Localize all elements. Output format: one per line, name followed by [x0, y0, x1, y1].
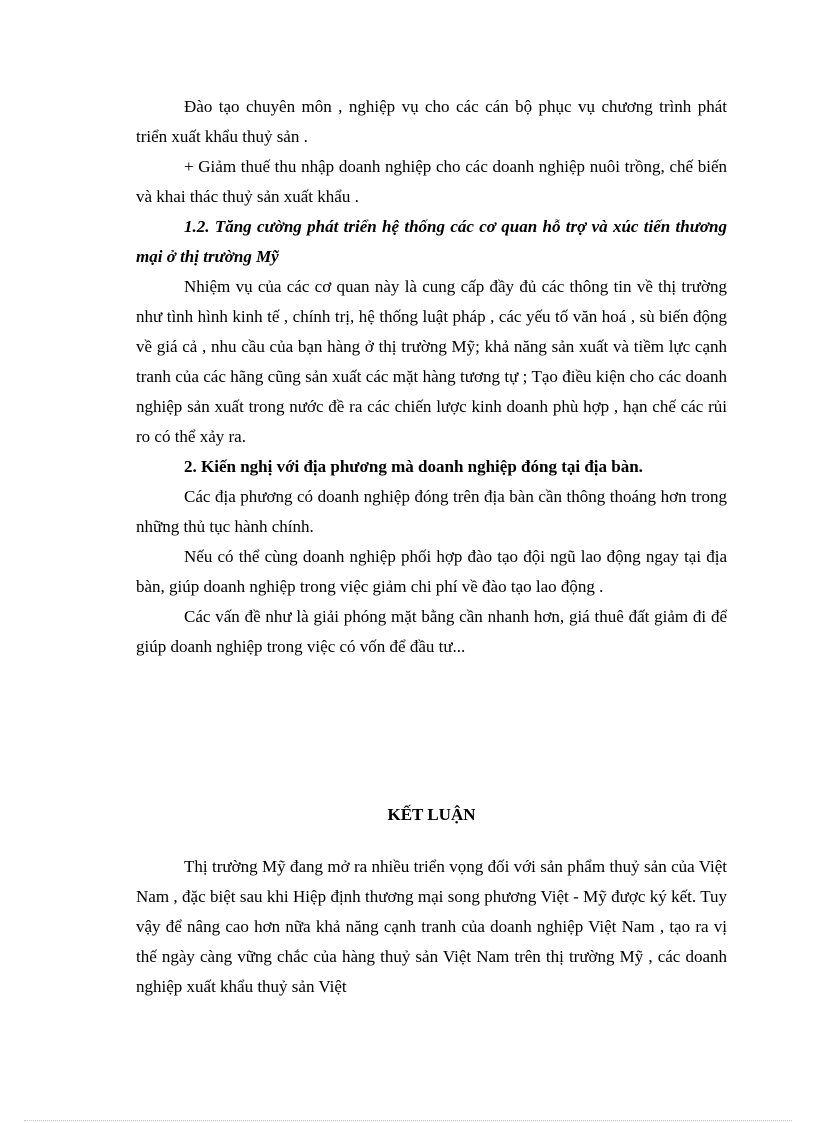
paragraph-local-training: Nếu có thể cùng doanh nghiệp phối hợp đào tạo đội ngũ lao động ngay tại địa bàn, giúp doanh nghiệp trong việc giảm chi phí về đào tạo lao động . — [136, 547, 727, 596]
body-text-upper — [136, 92, 727, 662]
body-text-conclusion — [136, 852, 727, 1002]
paragraph-agency-tasks: Nhiệm vụ của các cơ quan này là cung cấp đầy đủ các thông tin về thị trường như tình hình kinh tế , chính trị, hệ thống luật pháp , các yếu tố văn hoá , sù biến động về giá cả , nhu cầu của bạn hàng ở thị trường Mỹ; khả năng sản xuất và tiềm lực cạnh tranh của các hãng cũng sản xuất các mặt hàng tương tự ; Tạo điều kiện cho các doanh nghiệp sản xuất trong nước đề ra các chiến lược kinh doanh phù hợp , hạn chế các rủi ro có thể xảy ra. — [136, 277, 727, 446]
paragraph-land-clearance: Các vấn đề như là giải phóng mặt bằng cần nhanh hơn, giá thuê đất giảm đi để giúp doanh nghiệp trong việc có vốn để đầu tư... — [136, 607, 727, 656]
heading-2: 2. Kiến nghị với địa phương mà doanh nghiệp đóng tại địa bàn. — [184, 457, 643, 476]
page-bottom-divider — [24, 1120, 792, 1121]
conclusion-title: KẾT LUẬN — [387, 805, 476, 824]
paragraph-training: Đào tạo chuyên môn , nghiệp vụ cho các cán bộ phục vụ chương trình phát triển xuất khẩu thuỷ sản . — [136, 97, 727, 146]
paragraph-tax-reduction: + Giảm thuế thu nhập doanh nghiệp cho các doanh nghiệp nuôi trồng, chế biến và khai thác thuỷ sản xuất khẩu . — [136, 157, 727, 206]
paragraph-local-procedures: Các địa phương có doanh nghiệp đóng trên địa bàn cần thông thoáng hơn trong những thủ tục hành chính. — [136, 487, 727, 536]
paragraph-conclusion: Thị trường Mỹ đang mở ra nhiều triển vọng đối với sản phẩm thuỷ sản của Việt Nam , đặc biệt sau khi Hiệp định thương mại song phương Việt - Mỹ được ký kết. Tuy vậy để nâng cao hơn nữa khả năng cạnh tranh của doanh nghiệp Việt Nam , tạo ra vị thế ngày càng vững chắc của hàng thuỷ sản Việt Nam trên thị trường Mỹ , các doanh nghiệp xuất khẩu thuỷ sản Việt — [136, 857, 727, 996]
heading-1-2: 1.2. Tăng cường phát triển hệ thống các cơ quan hỗ trợ và xúc tiến thương mại ở thị trường Mỹ — [136, 217, 727, 266]
